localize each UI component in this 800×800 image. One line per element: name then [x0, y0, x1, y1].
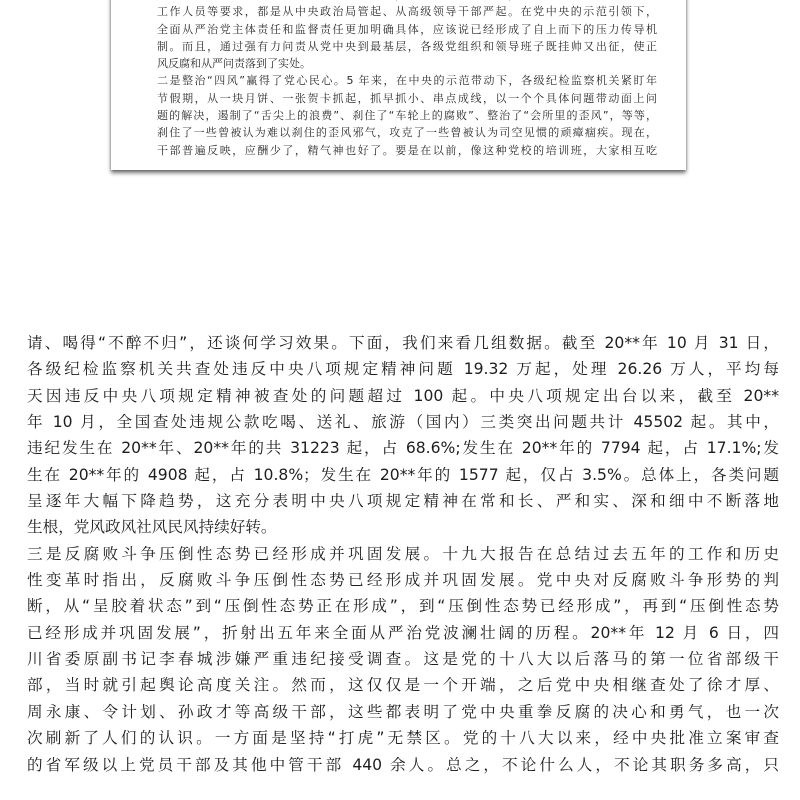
- preview-line: 工作人员等要求，都是从中央政治局管起、从高级领导干部严起。在党中央的示范引领下，: [157, 5, 657, 19]
- document-page-preview: [111, 0, 686, 170]
- main-line: 年 10 月，全国查处违规公款吃喝、送礼、旅游（国内）三类突出问题共计 45502 起。其中，: [27, 413, 779, 432]
- main-line: 川省委原副书记李春城涉嫌严重违纪接受调查。这是党的十八大以后落马的第一位省部级干: [27, 650, 779, 669]
- main-line: 生根，党风政风社风民风持续好转。: [27, 518, 277, 537]
- preview-line: 制。而且，通过强有力问责从党中央到最基层，各级党组织和领导班子既挂帅又出征，使正: [157, 39, 657, 53]
- preview-line: 干部普遍反映，应酬少了，精气神也好了。要是在以前，像这种党校的培训班，大家相互吃: [157, 143, 657, 157]
- main-text-block: [27, 330, 779, 778]
- preview-line: 节假期，从一块月饼、一张贺卡抓起，抓早抓小、串点成线，以一个个具体问题带动面上问: [157, 91, 657, 105]
- main-line: 周永康、令计划、孙政才等高级干部，这些都表明了党中央重拳反腐的决心和勇气，也一次: [27, 702, 779, 721]
- main-line: 性变革时指出，反腐败斗争压倒性态势已经形成并巩固发展。党中央对反腐败斗争形势的判: [27, 571, 779, 590]
- main-line: 断，从“呈胶着状态”到“压倒性态势正在形成”，到“压倒性态势已经形成”，再到“压倒性态势: [27, 597, 779, 616]
- main-line: 次刷新了人们的认识。一方面是坚持“打虎”无禁区。党的十八大以来，经中央批准立案审查: [27, 729, 779, 748]
- preview-text-block: [157, 0, 657, 159]
- main-line: 违纪发生在 20**年、20**年的共 31223 起，占 68.6%;发生在 20**年的 7794 起，占 17.1%;发: [27, 439, 779, 458]
- preview-line: 二是整治“四风”赢得了党心民心。5 年来，在中央的示范带动下，各级纪检监察机关紧盯年: [157, 74, 657, 88]
- preview-line: 刹住了一些曾被认为难以刹住的歪风邪气，攻克了一些曾被认为司空见惯的顽瘴痼疾。现在，: [157, 126, 657, 140]
- main-line: 已经形成并巩固发展”，折射出五年来全面从严治党波澜壮阔的历程。20**年 12 月 6 日，四: [27, 623, 779, 642]
- main-line: 三是反腐败斗争压倒性态势已经形成并巩固发展。十九大报告在总结过去五年的工作和历史: [27, 544, 779, 563]
- main-line: 呈逐年大幅下降趋势，这充分表明中央八项规定精神在常和长、严和实、深和细中不断落地: [27, 492, 779, 511]
- main-line: 请、喝得“不醉不归”，还谈何学习效果。下面，我们来看几组数据。截至 20**年 10 月 31 日，: [27, 334, 779, 352]
- preview-line: 风反腐和从严问责落到了实处。: [157, 57, 311, 71]
- main-line: 部，当时就引起舆论高度关注。然而，这仅仅是一个开端，之后党中央相继查处了徐才厚、: [27, 676, 779, 695]
- preview-line: 题的解决，遏制了“舌尖上的浪费”、刹住了“车轮上的腐败”、整治了“会所里的歪风”，等等，: [157, 109, 657, 123]
- main-line: 生在 20**年的 4908 起，占 10.8%；发生在 20**年的 1577 起，仅占 3.5%。总体上，各类问题: [27, 465, 779, 484]
- preview-line: 全面从严治党主体责任和监督责任更加明确具体，应该说已经形成了自上而下的压力传导机: [157, 22, 657, 36]
- main-line: 的省军级以上党员干部及其他中管干部 440 余人。总之，不论什么人，不论其职务多高，只: [27, 755, 779, 774]
- main-line: 各级纪检监察机关共查处违反中央八项规定精神问题 19.32 万起，处理 26.26 万人，平均每: [27, 360, 779, 379]
- main-line: 天因违反中央八项规定精神被查处的问题超过 100 起。中央八项规定出台以来，截至 20**: [27, 386, 779, 405]
